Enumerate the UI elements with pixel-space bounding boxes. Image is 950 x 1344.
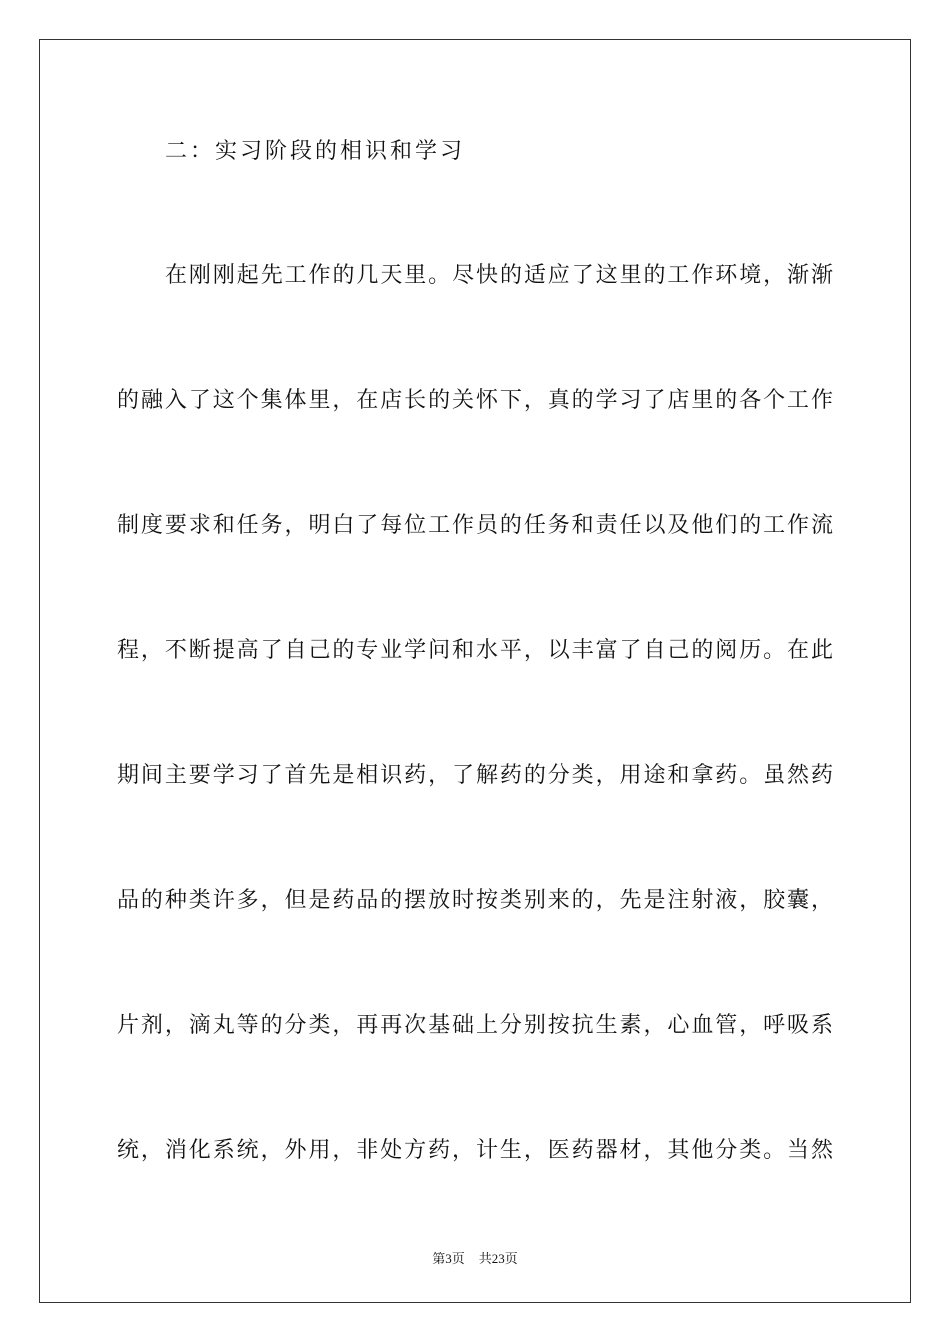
paragraph-line: 的融入了这个集体里，在店长的关怀下，真的学习了店里的各个工作 (117, 388, 833, 413)
paragraph-line: 统，消化系统，外用，非处方药，计生，医药器材，其他分类。当然 (117, 1138, 833, 1163)
paragraph-line: 品的种类许多，但是药品的摆放时按类别来的，先是注射液，胶囊， (117, 888, 833, 913)
page-border (39, 39, 911, 1303)
section-heading: 二：实习阶段的相识和学习 (165, 139, 466, 164)
page-footer (0, 1248, 950, 1267)
paragraph-line: 片剂，滴丸等的分类，再再次基础上分别按抗生素，心血管，呼吸系 (117, 1013, 833, 1038)
paragraph-line: 程，不断提高了自己的专业学问和水平，以丰富了自己的阅历。在此 (117, 638, 833, 663)
paragraph-line: 在刚刚起先工作的几天里。尽快的适应了这里的工作环境，渐渐 (165, 263, 833, 288)
page-number: 第3页 (432, 1251, 465, 1266)
page-total: 共23页 (478, 1251, 518, 1266)
paragraph-line: 期间主要学习了首先是相识药，了解药的分类，用途和拿药。虽然药 (117, 763, 833, 788)
paragraph-line: 制度要求和任务，明白了每位工作员的任务和责任以及他们的工作流 (117, 513, 833, 538)
